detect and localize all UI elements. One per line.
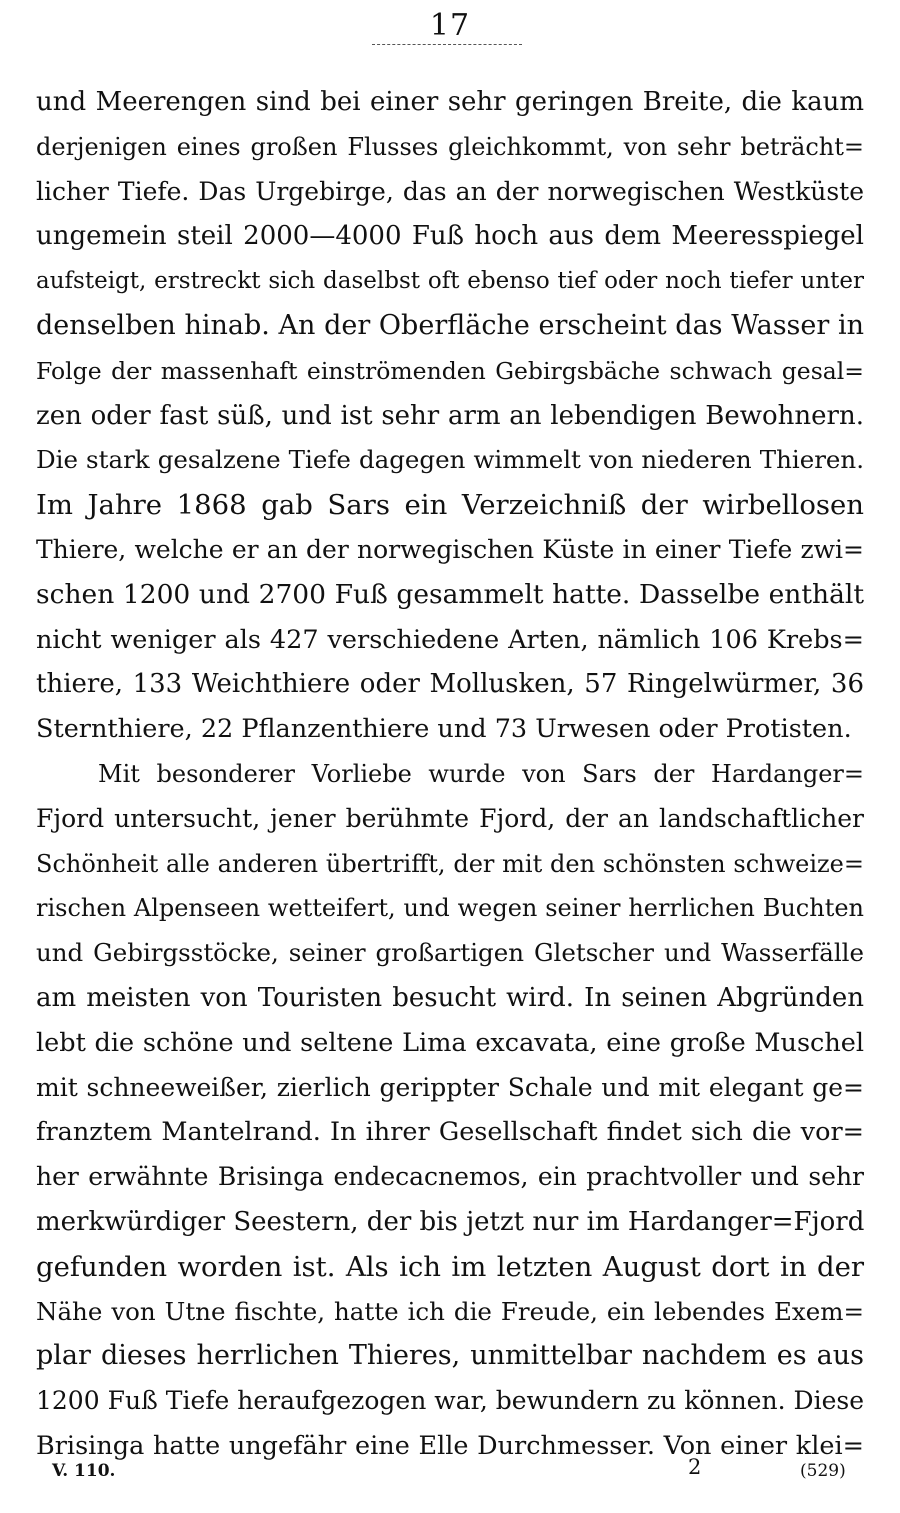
text-line: Folge der massenhaft einströmenden Gebirgsbäche schwach gesal= [36, 356, 864, 385]
page-number-rule [372, 44, 522, 46]
text-line: am meisten von Touristen besucht wird. In seinen Abgründen [36, 982, 864, 1013]
text-line: Im Jahre 1868 gab Sars ein Verzeichniß der wirbellosen [36, 489, 864, 522]
text-line: her erwähnte Brisinga endecacnemos, ein prachtvoller und sehr [36, 1162, 864, 1192]
text-line: Thiere, welche er an der norwegischen Küste in einer Tiefe zwi= [36, 534, 864, 564]
text-line: und Meerengen sind bei einer sehr geringen Breite, die kaum [36, 87, 864, 117]
text-line: schen 1200 und 2700 Fuß gesammelt hatte. Dasselbe enthält [36, 578, 864, 610]
signature-mark: 2 [688, 1455, 702, 1479]
text-line: Fjord untersucht, jener berühmte Fjord, der an landschaftlicher [36, 803, 864, 833]
text-line: ungemein steil 2000—4000 Fuß hoch aus dem Meeresspiegel [36, 221, 864, 252]
text-line: Schönheit alle anderen übertrifft, der mit den schönsten schweize= [36, 849, 864, 878]
text-line: Sternthiere, 22 Pflanzenthiere und 73 Urwesen oder Protisten. [36, 714, 852, 745]
series-mark: V. 110. [52, 1461, 116, 1481]
text-line: 1200 Fuß Tiefe heraufgezogen war, bewundern zu können. Diese [36, 1386, 864, 1416]
text-line: Mit besonderer Vorliebe wurde von Sars der Hardanger= [98, 759, 864, 788]
text-line: Die stark gesalzene Tiefe dagegen wimmelt von niederen Thieren. [36, 445, 864, 475]
page-number: 17 [429, 8, 471, 43]
text-line: plar dieses herrlichen Thieres, unmittelbar nachdem es aus [36, 1340, 864, 1372]
text-line: zen oder fast süß, und ist sehr arm an lebendigen Bewohnern. [36, 400, 864, 431]
page-footer [0, 1455, 900, 1485]
total-page-number: (529) [800, 1461, 846, 1481]
text-line: gefunden worden ist. Als ich im letzten August dort in der [36, 1250, 864, 1283]
text-block [36, 80, 864, 1469]
text-line: franztem Mantelrand. In ihrer Gesellschaft findet sich die vor= [36, 1117, 864, 1148]
text-line: und Gebirgsstöcke, seiner großartigen Gletscher und Wasserfälle [36, 938, 864, 968]
text-line: denselben hinab. An der Oberfläche erscheint das Wasser in [36, 309, 864, 341]
text-line: lebt die schöne und seltene Lima excavata, eine große Muschel [36, 1027, 864, 1058]
text-line: aufsteigt, erstreckt sich daselbst oft ebenso tief oder noch tiefer unter [36, 268, 864, 295]
text-line: Nähe von Utne fischte, hatte ich die Freude, ein lebendes Exem= [36, 1296, 864, 1326]
text-line: licher Tiefe. Das Urgebirge, das an der norwegischen Westküste [36, 176, 864, 206]
text-line: rischen Alpenseen wetteifert, und wegen seiner herrlichen Buchten [36, 894, 864, 923]
text-line: merkwürdiger Seestern, der bis jetzt nur im Hardanger=Fjord [36, 1206, 865, 1237]
text-line: Brisinga hatte ungefähr eine Elle Durchmesser. Von einer klei= [36, 1430, 864, 1461]
text-line: nicht weniger als 427 verschiedene Arten, nämlich 106 Krebs= [36, 624, 864, 655]
text-line: mit schneeweißer, zierlich gerippter Schale und mit elegant ge= [36, 1072, 864, 1102]
text-line: thiere, 133 Weichthiere oder Mollusken, 57 Ringelwürmer, 36 [36, 669, 864, 700]
text-line: derjenigen eines großen Flusses gleichkommt, von sehr beträcht= [36, 132, 864, 161]
